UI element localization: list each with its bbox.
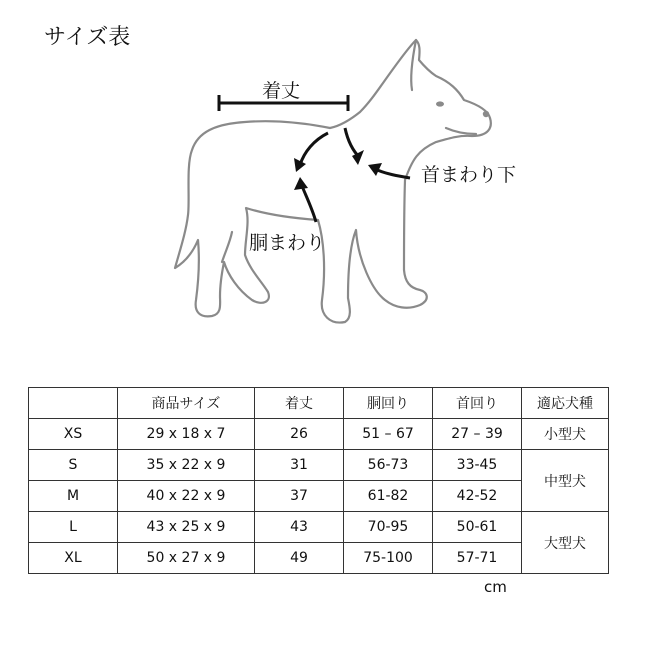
chest-arrow-head-2: [294, 177, 308, 190]
table-header: 適応犬種: [522, 388, 609, 419]
table-row: [29, 512, 609, 543]
product-size-cell: 43 x 25 x 9: [118, 512, 255, 543]
neck-label: 首まわり下: [421, 164, 517, 186]
chest-label: 胴まわり: [249, 232, 326, 254]
unit-label: cm: [484, 578, 507, 596]
chest-cell: 56-73: [344, 450, 433, 481]
breed-cell: 中型犬: [522, 450, 609, 512]
table-row: [29, 450, 609, 481]
table-header: 着丈: [255, 388, 344, 419]
size-cell: XL: [29, 543, 118, 574]
neck-cell: 27 – 39: [433, 419, 522, 450]
size-table: [28, 387, 609, 574]
breed-cell: 大型犬: [522, 512, 609, 574]
product-size-cell: 29 x 18 x 7: [118, 419, 255, 450]
size-cell: S: [29, 450, 118, 481]
product-size-cell: 35 x 22 x 9: [118, 450, 255, 481]
neck-cell: 42-52: [433, 481, 522, 512]
chest-cell: 61-82: [344, 481, 433, 512]
length-cell: 26: [255, 419, 344, 450]
length-cell: 49: [255, 543, 344, 574]
table-header: 胴回り: [344, 388, 433, 419]
size-cell: XS: [29, 419, 118, 450]
length-label: 着丈: [262, 80, 301, 102]
dog-nose: [483, 111, 489, 117]
chest-cell: 51 – 67: [344, 419, 433, 450]
chest-cell: 70-95: [344, 512, 433, 543]
length-cell: 43: [255, 512, 344, 543]
chest-measure-arrows: [300, 133, 328, 222]
product-size-cell: 50 x 27 x 9: [118, 543, 255, 574]
length-cell: 31: [255, 450, 344, 481]
dog-eye: [436, 101, 444, 106]
table-header: [29, 388, 118, 419]
table-header: 首回り: [433, 388, 522, 419]
breed-cell: 小型犬: [522, 419, 609, 450]
table-row: [29, 419, 609, 450]
length-cell: 37: [255, 481, 344, 512]
chest-cell: 75-100: [344, 543, 433, 574]
page-title: サイズ表: [44, 25, 131, 50]
table-header-row: [29, 388, 609, 419]
neck-cell: 33-45: [433, 450, 522, 481]
table-header: 商品サイズ: [118, 388, 255, 419]
neck-cell: 57-71: [433, 543, 522, 574]
chest-arrow-head-1: [294, 158, 306, 172]
product-size-cell: 40 x 22 x 9: [118, 481, 255, 512]
neck-cell: 50-61: [433, 512, 522, 543]
size-cell: M: [29, 481, 118, 512]
size-cell: L: [29, 512, 118, 543]
